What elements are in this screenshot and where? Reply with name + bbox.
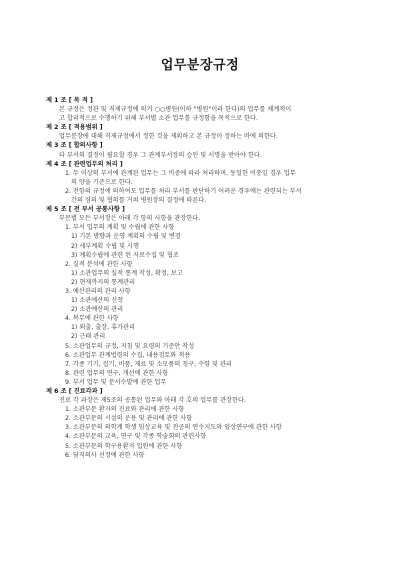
body-line: 7. 각종 기기, 집기, 비품, 재료 및 소모품의 청구, 수령 및 관리	[65, 360, 232, 368]
document-title: 업무분장규정	[160, 58, 240, 73]
body-line: 진료 각 과장은 제5조의 공통된 업무와 아래 각 호의 업무를 관장한다.	[59, 397, 246, 405]
body-line: 고 합리적으로 수행하기 위해 부서별 소관 업무를 규정함을 목적으로 한다.	[59, 115, 258, 123]
body-line: 4. 복무에 관한 사항	[65, 315, 119, 323]
body-line: 5. 소관부문의 학구용환자 입원에 관한 사항	[65, 442, 183, 450]
body-line: 2) 세부계획 수립 및 시행	[71, 242, 140, 250]
article-heading: 제 6 조 [ 진료각과 ]	[46, 388, 103, 395]
body-line: 1. 소관부문 환자의 진료와 관리에 관한 사항	[65, 406, 185, 414]
body-line: 본 규정은 정관 및 직제규정에 의거 ○○병원(이하 "병원"이라 한다)의 업무를 체계적이	[59, 106, 292, 114]
article-heading: 제 1 조 [ 목 적 ]	[46, 97, 93, 104]
article-heading: 제 2 조 [ 적용범위 ]	[46, 124, 103, 132]
body-line: 6. 소관업무 관계법령의 수집, 내용검토와 적용	[65, 351, 191, 359]
body-line: 1) 소관예산의 신청	[71, 297, 124, 305]
body-line: 1. 두 이상의 부서에 관계된 업무는 그 비중에 따라 처리하며, 동일한 비중일 경우 업무	[65, 169, 296, 177]
article-heading: 제 3 조 [ 합의사항 ]	[46, 142, 103, 150]
body-line: 2. 소관부문의 시설의 운용 및 관리에 관한 사항	[65, 415, 193, 423]
body-line: 2) 소관예산의 관리	[71, 306, 124, 314]
body-line: 1. 부서 업무의 계획 및 수립에 관한 사항	[65, 224, 175, 232]
body-line: 5. 소관업무의 규정, 지침 및 요령의 기준안 작성	[65, 342, 195, 350]
body-line: 2. 전항의 규정에 의하여도 업무를 처리 부서를 판단하기 어려운 경우에는 관련되는 부서	[65, 187, 302, 195]
body-line: 1) 기본 방향과 운영 계획의 수립 및 변경	[71, 233, 181, 241]
body-line: 타 부서의 결정이 필요할 경우 그 관계부서장의 승인 및 서명을 받아야 한다.	[59, 151, 262, 159]
body-line: 3. 소관부문의 의학계 학생 임상교육 및 전공의 연수지도와 임상연구에 관한 사항	[65, 424, 282, 432]
article-heading: 제 5 조 [ 전 부서 공통사항 ]	[46, 206, 125, 214]
body-line: 6. 담직의사 선정에 관한 사항	[65, 451, 145, 459]
body-line: 8. 관련 업무의 연구, 개선에 관한 사항	[65, 369, 169, 377]
body-line: 부문별 모든 부서장은 아래 각 항의 사항을 관장한다.	[59, 215, 201, 223]
body-line: 3. 예산관리의 관리 사항	[65, 287, 131, 295]
body-line: 2. 실적 분석에 관한 사항	[65, 260, 133, 268]
article-heading: 제 4 조 [ 관련업무의 처리 ]	[46, 160, 123, 168]
body-line: 의 양을 기준으로 한다.	[71, 178, 133, 186]
body-line: 9. 부서 업무 및 문서수발에 관한 업무	[65, 378, 167, 386]
body-line: 4. 소관부문의 교육, 연구 및 각종 학술회의 관련사항	[65, 433, 207, 441]
body-line: 업무분장에 대해 직제규정에서 정한 것을 제외하고 본 규정이 정하는 바에 의한다.	[59, 133, 278, 141]
body-line: 3) 계획수립에 관련 된 자료수집 및 협조	[71, 251, 179, 259]
body-line: 1) 소관업무의 실적 통계 작성, 확정, 보고	[71, 269, 183, 277]
body-line: 2) 현재까지의 통계관리	[71, 278, 136, 286]
body-line: 2) 근태 관리	[71, 333, 106, 341]
document-body	[46, 96, 368, 460]
body-line: 1) 외출, 출장, 휴가관리	[71, 324, 136, 332]
body-line: 간의 심의 및 협의를 거쳐 병원장의 결정에 따른다.	[71, 197, 207, 205]
